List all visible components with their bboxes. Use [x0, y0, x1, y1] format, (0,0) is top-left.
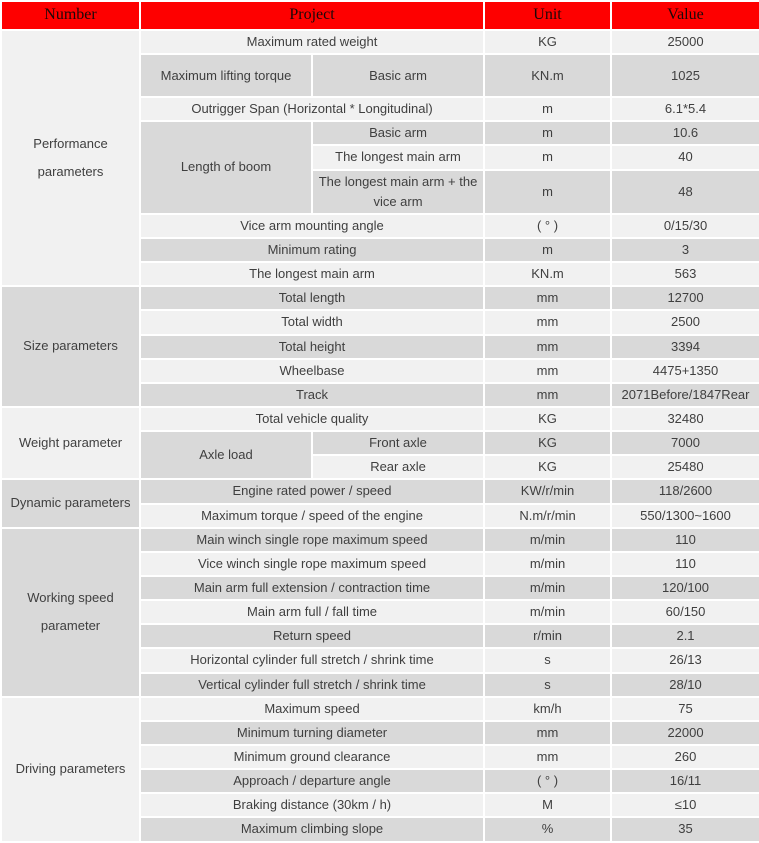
header-row — [1, 1, 759, 30]
table-row — [1, 528, 759, 552]
section-label-cell: Dynamic parameters — [1, 479, 140, 527]
table-row — [1, 407, 759, 431]
section-label-cell: Driving parameters — [1, 697, 140, 842]
value-cell: 25000 — [611, 30, 759, 54]
unit-cell: ( ° ) — [484, 769, 611, 793]
project-sub-cell: Basic arm — [312, 54, 484, 97]
unit-cell: mm — [484, 310, 611, 334]
table-row — [1, 30, 759, 54]
spec-table-body — [1, 30, 759, 842]
project-cell: Maximum speed — [140, 697, 484, 721]
project-cell: Minimum ground clearance — [140, 745, 484, 769]
unit-cell: m — [484, 170, 611, 214]
value-cell: 110 — [611, 552, 759, 576]
project-cell: Total height — [140, 335, 484, 359]
project-sub-cell: Front axle — [312, 431, 484, 455]
project-sub-cell: Basic arm — [312, 121, 484, 145]
value-cell: 16/11 — [611, 769, 759, 793]
unit-cell: mm — [484, 286, 611, 310]
project-cell: Main winch single rope maximum speed — [140, 528, 484, 552]
value-cell: 22000 — [611, 721, 759, 745]
unit-cell: m/min — [484, 576, 611, 600]
header-number: Number — [1, 1, 140, 30]
unit-cell: mm — [484, 745, 611, 769]
value-cell: 3 — [611, 238, 759, 262]
project-group-cell: Length of boom — [140, 121, 312, 214]
value-cell: 10.6 — [611, 121, 759, 145]
project-cell: Minimum rating — [140, 238, 484, 262]
project-cell: Track — [140, 383, 484, 407]
unit-cell: KN.m — [484, 262, 611, 286]
table-header — [1, 1, 759, 30]
value-cell: 40 — [611, 145, 759, 169]
unit-cell: mm — [484, 383, 611, 407]
value-cell: 563 — [611, 262, 759, 286]
unit-cell: r/min — [484, 624, 611, 648]
value-cell: 60/150 — [611, 600, 759, 624]
value-cell: 28/10 — [611, 673, 759, 697]
project-cell: Total width — [140, 310, 484, 334]
unit-cell: s — [484, 673, 611, 697]
header-project: Project — [140, 1, 484, 30]
value-cell: 6.1*5.4 — [611, 97, 759, 121]
table-row — [1, 286, 759, 310]
value-cell: 75 — [611, 697, 759, 721]
unit-cell: KG — [484, 455, 611, 479]
value-cell: 2500 — [611, 310, 759, 334]
value-cell: 48 — [611, 170, 759, 214]
value-cell: 2071Before/1847Rear — [611, 383, 759, 407]
project-cell: Braking distance (30km / h) — [140, 793, 484, 817]
section-label-cell: Size parameters — [1, 286, 140, 407]
unit-cell: m — [484, 145, 611, 169]
value-cell: 120/100 — [611, 576, 759, 600]
project-cell: Maximum lifting torque — [140, 54, 312, 97]
value-cell: 1025 — [611, 54, 759, 97]
value-cell: 550/1300~1600 — [611, 504, 759, 528]
header-value: Value — [611, 1, 759, 30]
project-cell: Vice arm mounting angle — [140, 214, 484, 238]
unit-cell: N.m/r/min — [484, 504, 611, 528]
project-group-cell: Axle load — [140, 431, 312, 479]
unit-cell: m/min — [484, 528, 611, 552]
unit-cell: M — [484, 793, 611, 817]
project-sub-cell: Rear axle — [312, 455, 484, 479]
unit-cell: km/h — [484, 697, 611, 721]
table-row — [1, 479, 759, 503]
project-cell: Return speed — [140, 624, 484, 648]
section-label-cell: Weight parameter — [1, 407, 140, 479]
header-unit: Unit — [484, 1, 611, 30]
unit-cell: m — [484, 121, 611, 145]
project-cell: Wheelbase — [140, 359, 484, 383]
value-cell: 7000 — [611, 431, 759, 455]
project-cell: Total length — [140, 286, 484, 310]
project-sub-cell: The longest main arm — [312, 145, 484, 169]
value-cell: 12700 — [611, 286, 759, 310]
project-cell: Outrigger Span (Horizontal * Longitudinal) — [140, 97, 484, 121]
project-cell: Vertical cylinder full stretch / shrink time — [140, 673, 484, 697]
value-cell: 3394 — [611, 335, 759, 359]
value-cell: 35 — [611, 817, 759, 841]
value-cell: 260 — [611, 745, 759, 769]
project-cell: Main arm full extension / contraction time — [140, 576, 484, 600]
table-row — [1, 697, 759, 721]
value-cell: 110 — [611, 528, 759, 552]
unit-cell: % — [484, 817, 611, 841]
value-cell: 118/2600 — [611, 479, 759, 503]
project-cell: Approach / departure angle — [140, 769, 484, 793]
project-sub-cell: The longest main arm + the vice arm — [312, 170, 484, 214]
value-cell: 4475+1350 — [611, 359, 759, 383]
unit-cell: s — [484, 648, 611, 672]
project-cell: Main arm full / fall time — [140, 600, 484, 624]
unit-cell: KG — [484, 431, 611, 455]
section-label-cell: Performance parameters — [1, 30, 140, 286]
project-cell: Engine rated power / speed — [140, 479, 484, 503]
value-cell: 25480 — [611, 455, 759, 479]
unit-cell: KW/r/min — [484, 479, 611, 503]
value-cell: ≤10 — [611, 793, 759, 817]
value-cell: 2.1 — [611, 624, 759, 648]
unit-cell: mm — [484, 359, 611, 383]
section-label-cell: Working speed parameter — [1, 528, 140, 697]
unit-cell: m/min — [484, 552, 611, 576]
unit-cell: m — [484, 238, 611, 262]
value-cell: 26/13 — [611, 648, 759, 672]
project-cell: Vice winch single rope maximum speed — [140, 552, 484, 576]
unit-cell: m — [484, 97, 611, 121]
unit-cell: KN.m — [484, 54, 611, 97]
project-cell: Minimum turning diameter — [140, 721, 484, 745]
value-cell: 0/15/30 — [611, 214, 759, 238]
project-cell: Maximum torque / speed of the engine — [140, 504, 484, 528]
project-cell: Maximum rated weight — [140, 30, 484, 54]
unit-cell: KG — [484, 407, 611, 431]
project-cell: Horizontal cylinder full stretch / shrink time — [140, 648, 484, 672]
unit-cell: KG — [484, 30, 611, 54]
unit-cell: mm — [484, 335, 611, 359]
unit-cell: ( ° ) — [484, 214, 611, 238]
unit-cell: m/min — [484, 600, 611, 624]
project-cell: The longest main arm — [140, 262, 484, 286]
project-cell: Total vehicle quality — [140, 407, 484, 431]
project-cell: Maximum climbing slope — [140, 817, 484, 841]
unit-cell: mm — [484, 721, 611, 745]
value-cell: 32480 — [611, 407, 759, 431]
